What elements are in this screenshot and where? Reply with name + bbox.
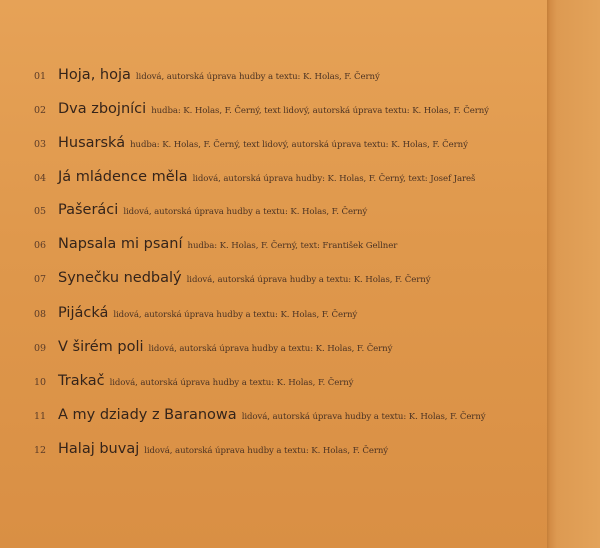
track-number: 05 — [34, 206, 47, 217]
track-credit: lidová, autorská úprava hudby a textu: K. Holas, F. Černý — [148, 344, 393, 354]
track-title: Trakač — [58, 373, 105, 389]
track-credit: hudba: K. Holas, F. Černý, text lidový, autorská úprava textu: K. Holas, F. Černý — [151, 106, 489, 116]
track-number: 03 — [34, 139, 47, 150]
track-credit: lidová, autorská úprava hudby a textu: K. Holas, F. Černý — [123, 207, 368, 217]
track-credit: lidová, autorská úprava hudby a textu: K. Holas, F. Černý — [109, 378, 354, 388]
track-number: 09 — [34, 343, 47, 354]
track-credit: lidová, autorská úprava hudby a textu: K. Holas, F. Černý — [186, 275, 431, 285]
track-title: Pašeráci — [58, 202, 119, 218]
track-title: Husarská — [58, 135, 126, 151]
track-item — [34, 64, 380, 83]
track-item — [34, 166, 475, 185]
track-item — [34, 438, 388, 457]
track-credit: lidová, autorská úprava hudby a textu: K. Holas, F. Černý — [241, 412, 486, 422]
track-title: Napsala mi psaní — [58, 236, 183, 252]
track-number: 11 — [34, 411, 47, 422]
track-item — [34, 267, 430, 286]
sleeve-spine — [547, 0, 600, 548]
track-item — [34, 233, 397, 252]
track-number: 01 — [34, 71, 47, 82]
track-item — [34, 336, 392, 355]
track-item — [34, 404, 486, 423]
track-credit: lidová, autorská úprava hudby a textu: K. Holas, F. Černý — [113, 310, 358, 320]
track-title: Halaj buvaj — [58, 441, 140, 457]
track-credit: lidová, autorská úprava hudby: K. Holas, F. Černý, text: Josef Jareš — [192, 174, 476, 184]
track-item — [34, 132, 468, 151]
track-credit: lidová, autorská úprava hudby a textu: K. Holas, F. Černý — [144, 446, 389, 456]
track-credit: hudba: K. Holas, F. Černý, text lidový, autorská úprava textu: K. Holas, F. Černý — [130, 140, 468, 150]
track-title: V širém poli — [58, 339, 144, 355]
track-number: 02 — [34, 105, 47, 116]
track-credit: lidová, autorská úprava hudby a textu: K. Holas, F. Černý — [135, 72, 380, 82]
track-title: A my dziady z Baranowa — [58, 407, 237, 423]
track-number: 08 — [34, 309, 47, 320]
track-number: 04 — [34, 173, 47, 184]
track-title: Synečku nedbalý — [58, 270, 182, 286]
track-number: 10 — [34, 377, 47, 388]
track-item — [34, 370, 353, 389]
track-number: 06 — [34, 240, 47, 251]
track-title: Já mládence měla — [58, 169, 188, 185]
track-title: Pijácká — [58, 305, 109, 321]
track-credit: hudba: K. Holas, F. Černý, text: František Gellner — [187, 241, 398, 251]
track-item — [34, 98, 489, 117]
track-number: 12 — [34, 445, 47, 456]
track-title: Dva zbojníci — [58, 101, 147, 117]
track-title: Hoja, hoja — [58, 67, 131, 83]
track-item — [34, 199, 367, 218]
track-number: 07 — [34, 274, 47, 285]
track-item — [34, 302, 357, 321]
